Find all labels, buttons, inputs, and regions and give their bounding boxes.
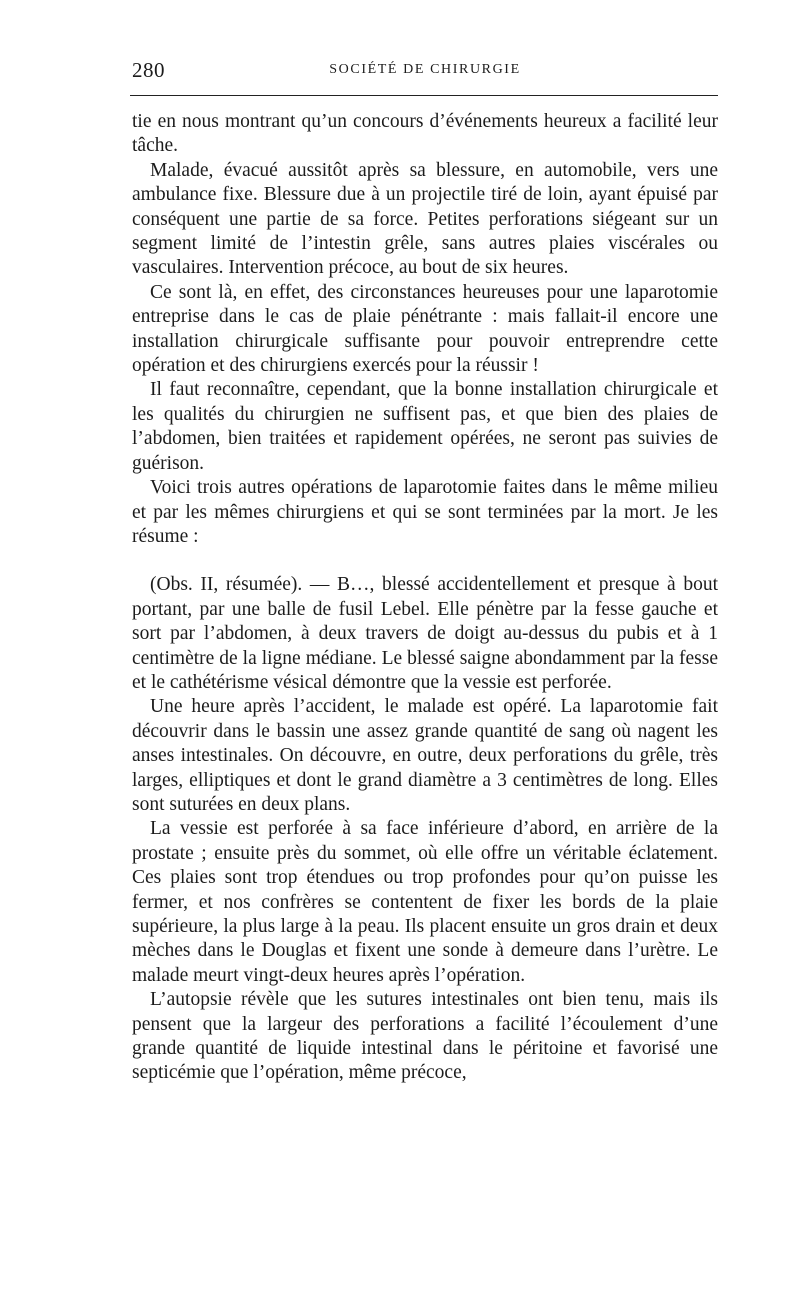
paragraph: L’autopsie révèle que les sutures intestinales ont bien tenu, mais ils pensent que la largeur des perforations a facilité l’écoulement d’une grande quantité de liquide intestinal dans le péritoine et favorisé une septicémie que l’opération, même précoce,: [132, 989, 718, 1084]
observation-paragraph: [132, 573, 718, 695]
body-text: [132, 110, 718, 1086]
observation-text: — B…, blessé accidentellement et presque à bout portant, par une balle de fusil Lebel. Elle pénètre par la fesse gauche et sort par l’abdomen, à deux travers de doigt au-dessus du pubis et à 1 centimètre de la ligne médiane. Le blessé saigne abondamment par la fesse et le cathétérisme vésical démontre que la vessie est perforée.: [132, 574, 718, 693]
paragraph: Ce sont là, en effet, des circonstances heureuses pour une laparotomie entreprise dans le cas de plaie pénétrante : mais fallait-il encore une installation chirurgicale suffisante pour pouvoir entreprendre cette opération et des chirurgiens exercés pour la réussir !: [132, 281, 718, 377]
page-number: 280: [132, 58, 165, 82]
paragraph: Malade, évacué aussitôt après sa blessure, en automobile, vers une ambulance fixe. Blessure due à un projectile tiré de loin, ayant épuisé par conséquent une partie de sa force. Petites perforations siégeant sur un segment limité de l’intestin grêle, sans autres plaies viscérales ou vasculaires. Intervention précoce, au bout de six heures.: [132, 159, 718, 279]
paragraph: Voici trois autres opérations de laparotomie faites dans le même milieu et par les mêmes chirurgiens et qui se sont terminées par la mort. Je les résume :: [132, 477, 718, 547]
paragraph: Il faut reconnaître, cependant, que la bonne installation chirurgicale et les qualités du chirurgien ne suffisent pas, et que bien des plaies de l’abdomen, bien traitées et rapidement opérées, ne seront pas suivies de guérison.: [132, 379, 718, 474]
section-gap: [132, 549, 718, 573]
paragraph-continuation: tie en nous montrant qu’un concours d’événements heureux a facilité leur tâche.: [132, 111, 718, 157]
header-rule: [130, 95, 718, 96]
paragraph: La vessie est perforée à sa face inférieure d’abord, en arrière de la prostate ; ensuite près du sommet, où elle offre un véritable éclatement. Ces plaies sont trop étendues ou trop profondes pour qu’on puisse les fermer, et nos confrères se contentent de fixer les bords de la plaie supérieure, la plus large à la peau. Ils placent ensuite un gros drain et deux mèches dans le Douglas et fixent une sonde à demeure dans l’urètre. Le malade meurt vingt-deux heures après l’opération.: [132, 818, 718, 986]
page-header: [132, 58, 718, 88]
observation-label: (Obs. II, résumée).: [150, 574, 303, 596]
running-title: SOCIÉTÉ DE CHIRURGIE: [329, 62, 521, 77]
paragraph: Une heure après l’accident, le malade est opéré. La laparotomie fait découvrir dans le bassin une assez grande quantité de sang où nagent les anses intestinales. On découvre, en outre, deux perforations du grêle, très larges, elliptiques et dont le grand diamètre a 3 centimètres de long. Elles sont suturées en deux plans.: [132, 696, 718, 815]
